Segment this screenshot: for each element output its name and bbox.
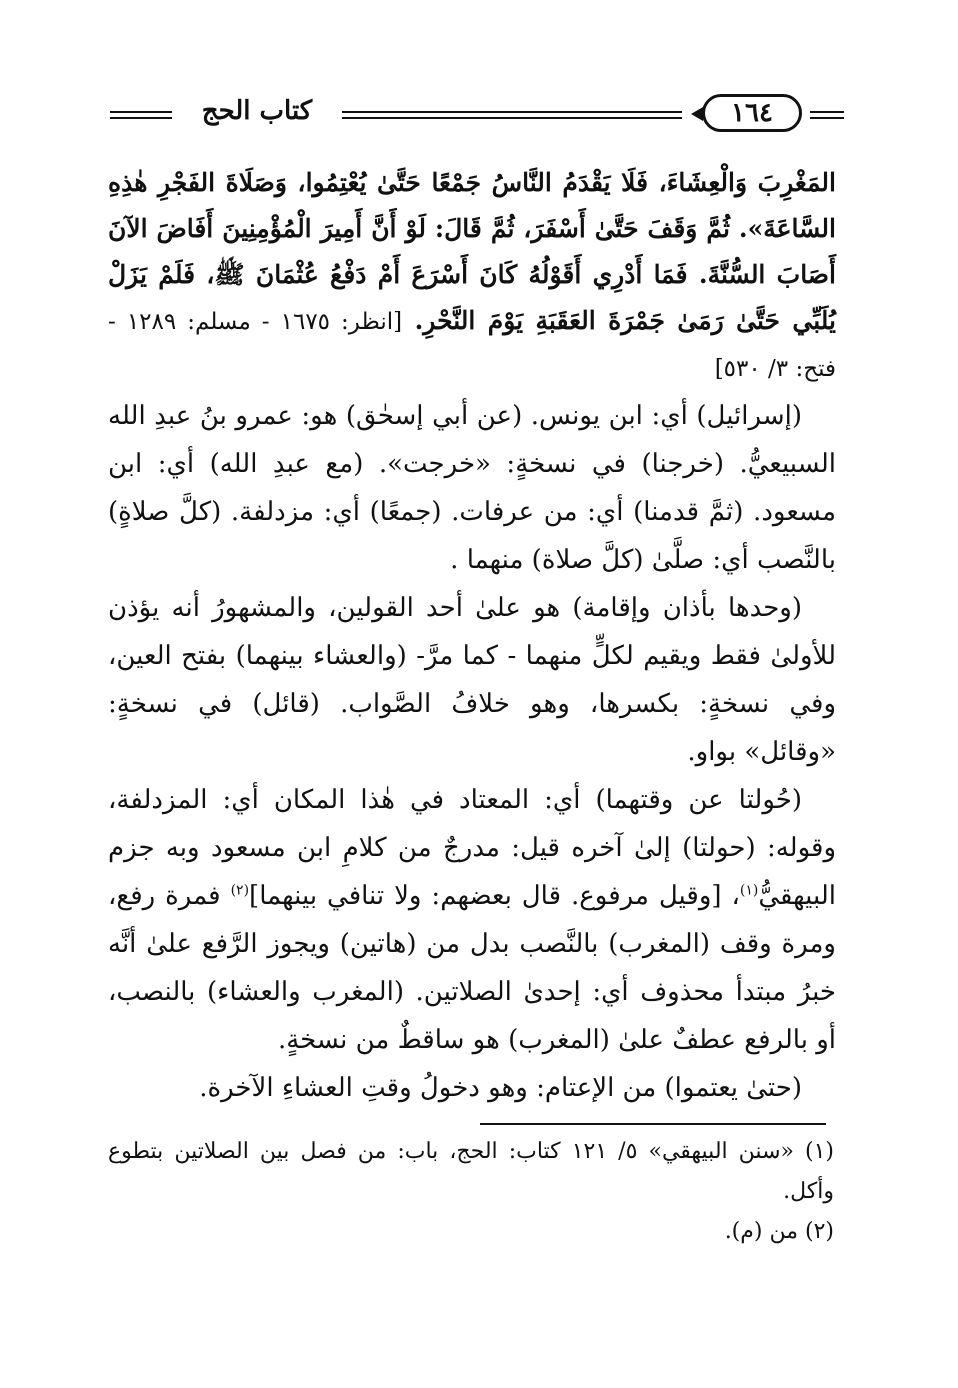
footnote-2: (٢) من (م). bbox=[724, 1219, 834, 1244]
commentary-paragraph-3-start: (حُولتا عن وقتهما) أي: المعتاد في هٰذا المكان أي: المزدلفة، وقوله: (حولتا) إلىٰ آخره قيل: مدرجٌ من كلامِ ابن مسعود وبه جزم البيهقيُّ bbox=[108, 785, 837, 911]
hadith-text: المَغْرِبَ وَالْعِشَاءَ، فَلَا يَقْدَمُ النَّاسُ جَمْعًا حَتَّىٰ يُعْتِمُوا، وَصَلَاةَ الفَجْرِ هٰذِهِ السَّاعَةَ». ثُمَّ وَقَفَ حَتَّىٰ أَسْفَرَ، ثُمَّ قَالَ: لَوْ أَنَّ أَمِيرَ الْمُؤْمِنِينَ أَفَاضَ الآنَ أَصَابَ السُّنَّةَ. فَمَا أَدْرِي أَقَوْلُهُ كَانَ أَسْرَعَ أَمْ دَفْعُ عُثْمَانَ ﷺ، فَلَمْ يَزَلْ يُلَبِّي حَتَّىٰ رَمَىٰ جَمْرَةَ العَقَبَةِ يَوْمَ النَّحْرِ. bbox=[108, 168, 836, 335]
header-rule-right bbox=[810, 111, 844, 119]
header-title: كتاب الحج bbox=[201, 96, 313, 126]
header-rule-middle bbox=[342, 111, 682, 119]
footnote-1: (١) «سنن البيهقي» ٥/ ١٢١ كتاب: الحج، باب: من فصل بين الصلاتين بتطوع وأكل. bbox=[108, 1139, 835, 1204]
hadith-reference: [انظر: ١٦٧٥ - مسلم: ١٢٨٩ - فتح: ٣/ ٥٣٠] bbox=[108, 309, 836, 382]
commentary-paragraph-3-mid: ، [وقيل مرفوع. قال بعضهم: ولا تنافي بينهما] bbox=[249, 881, 740, 911]
commentary-paragraph-2: (وحدها بأذان وإقامة) هو علىٰ أحد القولين، والمشهورُ أنه يؤذن للأولىٰ فقط ويقيم لكلٍّ منهما - كما مرَّ- (والعشاء بينهما) بفتح العين، وفي نسخةٍ: بكسرها، وهو خلافُ الصَّواب. (قائل) في نسخةٍ: «وقائل» بواو. bbox=[108, 593, 836, 767]
main-text bbox=[108, 160, 836, 1112]
commentary-paragraph-3 bbox=[108, 776, 836, 1064]
footnote-ref-1[interactable]: (١) bbox=[739, 882, 759, 899]
commentary-paragraph-4: (حتىٰ يعتموا) من الإعتام: وهو دخولُ وقتِ العشاءِ الآخرة. bbox=[199, 1073, 802, 1103]
footnote-ref-2[interactable]: (٢) bbox=[230, 882, 250, 899]
header-rule-left bbox=[110, 111, 172, 119]
running-header bbox=[110, 90, 844, 140]
footnote-separator bbox=[480, 1123, 826, 1125]
footnotes bbox=[108, 1132, 834, 1252]
page-number: ١٦٤ bbox=[702, 94, 802, 132]
commentary-paragraph-3-rest: فمرة رفع، ومرة وقف (المغرب) بالنَّصب بدل من (هاتين) ويجوز الرَّفع علىٰ أنَّه خبرُ مبتدأ محذوف أي: إحدىٰ الصلاتين. (المغرب والعشاء) بالنصب، أو بالرفع عطفٌ علىٰ (المغرب) هو ساقطٌ من نسخةٍ. bbox=[108, 881, 836, 1055]
hadith-paragraph bbox=[108, 160, 836, 392]
commentary-paragraph-1: (إسرائيل) أي: ابن يونس. (عن أبي إسحٰق) هو: عمرو بنُ عبدِ الله السبيعيُّ. (خرجنا) في نسخةٍ: «خرجت». (مع عبدِ الله) أي: ابن مسعود. (ثمَّ قدمنا) أي: من عرفات. (جمعًا) أي: مزدلفة. (كلَّ صلاةٍ) بالنَّصب أي: صلَّىٰ (كلَّ صلاة) منهما . bbox=[108, 401, 836, 575]
